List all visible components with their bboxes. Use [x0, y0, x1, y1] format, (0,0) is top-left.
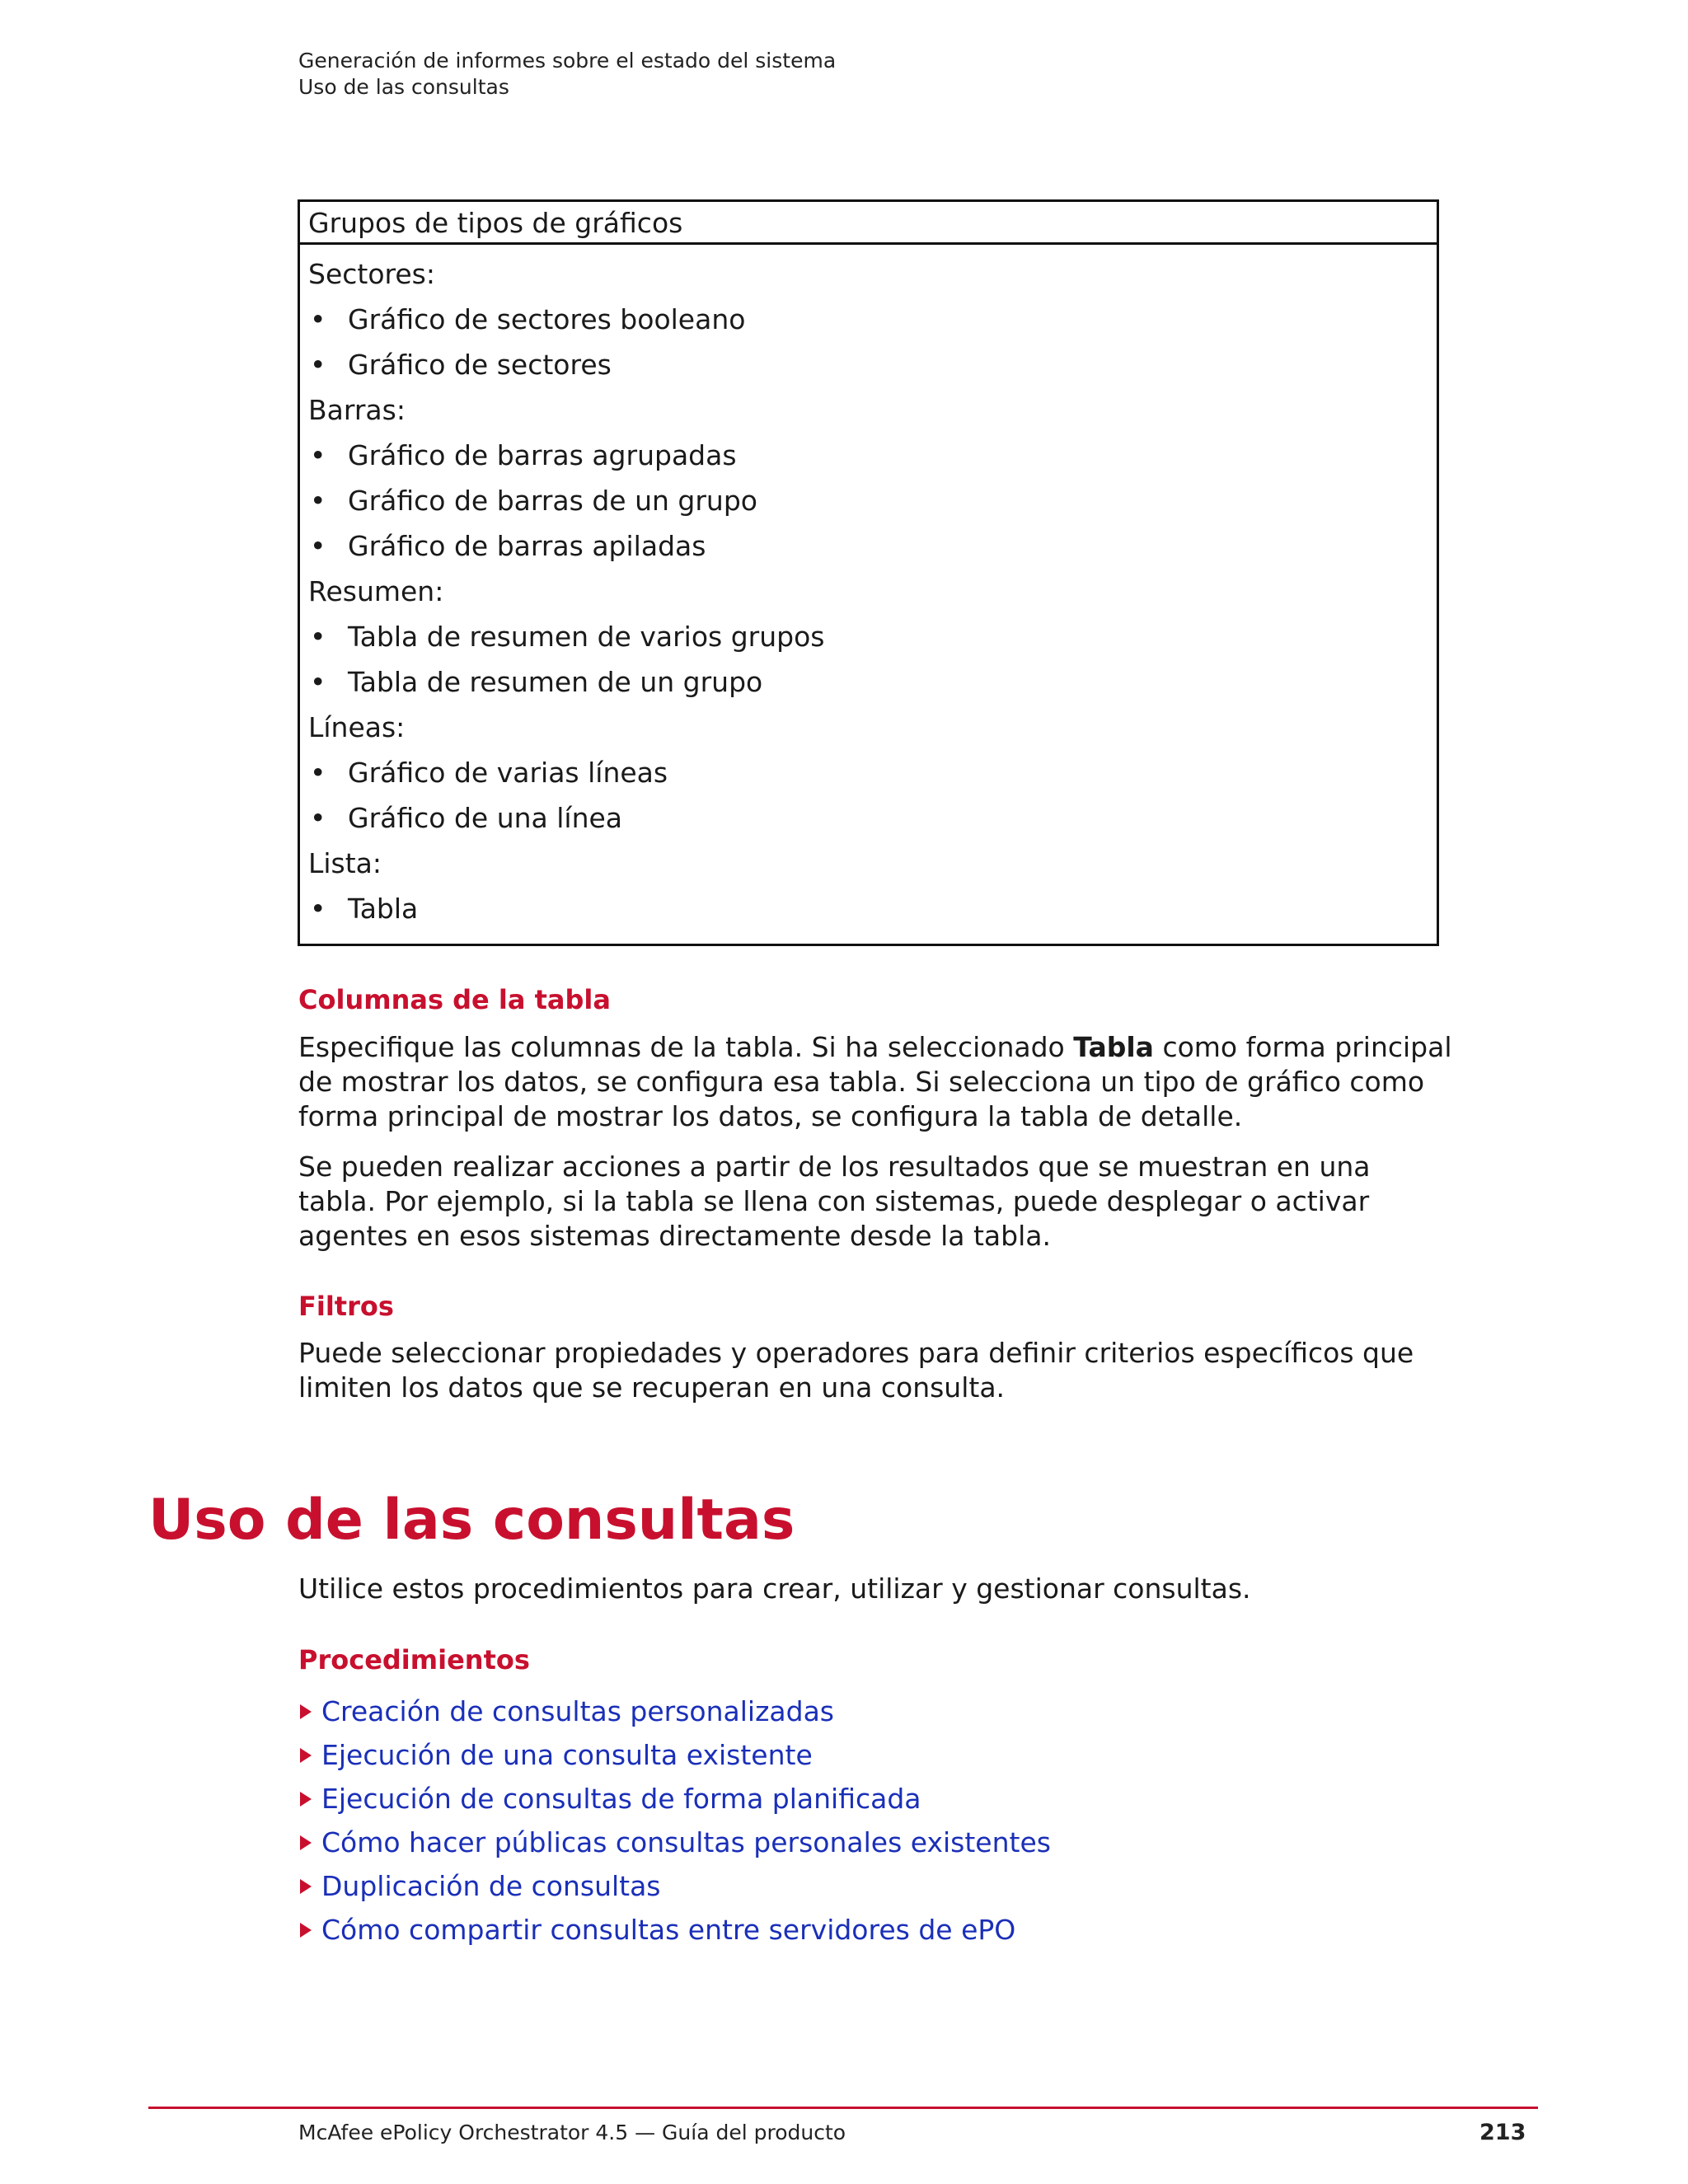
arrow-right-icon	[300, 1792, 312, 1807]
group-label-lista: Lista:	[308, 847, 382, 879]
bullet-icon: •	[310, 757, 326, 789]
chart-type-groups-table	[298, 199, 1439, 946]
arrow-right-icon	[300, 1879, 312, 1894]
table-header: Grupos de tipos de gráficos	[300, 202, 1437, 245]
running-head-chapter: Generación de informes sobre el estado del sistema	[298, 49, 837, 73]
columns-heading: Columnas de la tabla	[298, 984, 611, 1015]
filters-heading: Filtros	[298, 1291, 394, 1322]
bullet-icon: •	[310, 666, 326, 698]
group-label-resumen: Resumen:	[308, 575, 444, 607]
procedure-link-create[interactable]: Creación de consultas personalizadas	[298, 1690, 1051, 1733]
procedures-list	[298, 1690, 1051, 1952]
list-item: • Tabla de resumen de varios grupos	[308, 614, 1437, 659]
arrow-right-icon	[300, 1748, 312, 1763]
columns-paragraph-2: Se pueden realizar acciones a partir de los resultados que se muestran en una tabla. Por ejemplo, si la tabla se llena con sistemas, puede desplegar o activar agentes en esos sistemas directamente desde la tabla.	[298, 1151, 1371, 1252]
list-item: • Gráfico de una línea	[308, 795, 1437, 841]
columns-paragraph-1: Especifique las columnas de la tabla. Si ha seleccionado Tabla como forma principal de mostrar los datos, se configura esa tabla. Si selecciona un tipo de gráfico como forma principal de mostrar los datos, se configura la tabla de detalle.	[298, 1031, 1452, 1132]
group-label-barras: Barras:	[308, 394, 406, 426]
list-item: • Gráfico de barras apiladas	[308, 523, 1437, 569]
bullet-icon: •	[310, 530, 326, 562]
bold-term: Tabla	[1073, 1031, 1154, 1063]
bullet-icon: •	[310, 802, 326, 834]
procedures-heading: Procedimientos	[298, 1644, 530, 1675]
filters-paragraph: Puede seleccionar propiedades y operadores para definir criterios específicos que limiten los datos que se recuperan en una consulta.	[298, 1337, 1414, 1404]
page-number: 213	[1479, 2120, 1526, 2145]
running-head-section: Uso de las consultas	[298, 75, 509, 99]
list-item: • Gráfico de barras agrupadas	[308, 433, 1437, 478]
running-head	[298, 48, 836, 101]
arrow-right-icon	[300, 1835, 312, 1850]
group-label-sectores: Sectores:	[308, 258, 435, 290]
list-item: • Tabla de resumen de un grupo	[308, 659, 1437, 705]
procedure-link-duplicate[interactable]: Duplicación de consultas	[298, 1864, 1051, 1908]
procedure-link-share[interactable]: Cómo compartir consultas entre servidores de ePO	[298, 1908, 1051, 1952]
bullet-icon: •	[310, 303, 326, 335]
footer-divider	[148, 2107, 1538, 2109]
bullet-icon: •	[310, 621, 326, 653]
section-title: Uso de las consultas	[148, 1488, 795, 1553]
list-item: • Gráfico de sectores booleano	[308, 297, 1437, 342]
table-body	[300, 245, 1437, 931]
bullet-icon: •	[310, 349, 326, 381]
arrow-right-icon	[300, 1704, 312, 1719]
procedure-link-scheduled[interactable]: Ejecución de consultas de forma planificada	[298, 1777, 1051, 1821]
bullet-icon: •	[310, 439, 326, 471]
procedure-link-run-existing[interactable]: Ejecución de una consulta existente	[298, 1733, 1051, 1777]
list-item: • Gráfico de barras de un grupo	[308, 478, 1437, 523]
section-intro: Utilice estos procedimientos para crear, utilizar y gestionar consultas.	[298, 1572, 1251, 1605]
bullet-icon: •	[310, 893, 326, 925]
list-item: • Gráfico de varias líneas	[308, 750, 1437, 795]
procedure-link-make-public[interactable]: Cómo hacer públicas consultas personales existentes	[298, 1821, 1051, 1864]
footer-product-title: McAfee ePolicy Orchestrator 4.5 — Guía del producto	[298, 2121, 846, 2144]
list-item: • Gráfico de sectores	[308, 342, 1437, 387]
arrow-right-icon	[300, 1923, 312, 1938]
group-label-lineas: Líneas:	[308, 711, 406, 743]
list-item: • Tabla	[308, 886, 1437, 931]
bullet-icon: •	[310, 485, 326, 517]
